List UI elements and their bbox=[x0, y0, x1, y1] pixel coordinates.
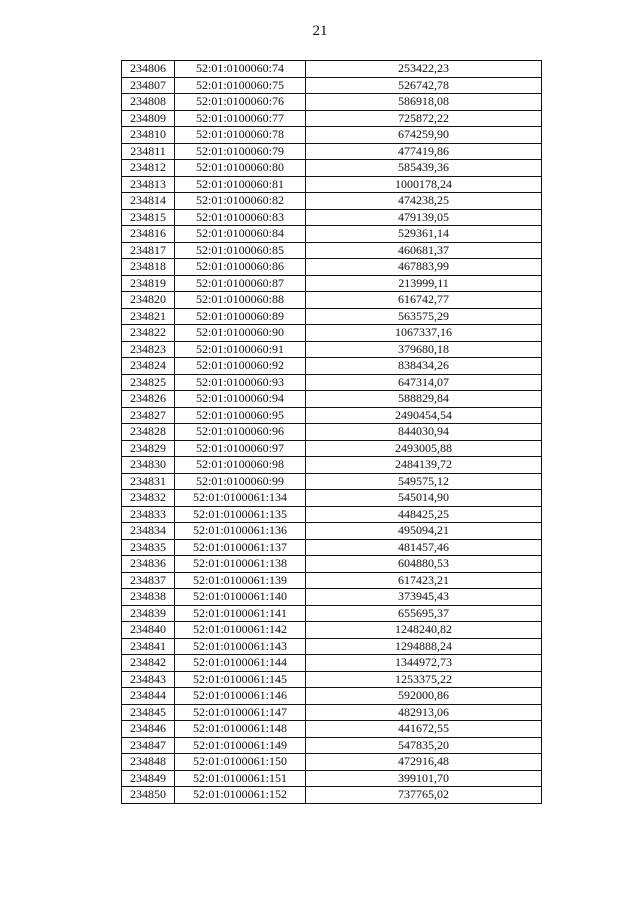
row-number-cell: 234827 bbox=[122, 407, 175, 424]
row-number-cell: 234813 bbox=[122, 176, 175, 193]
row-number-cell: 234836 bbox=[122, 556, 175, 573]
cadastral-number-cell: 52:01:0100060:92 bbox=[175, 358, 306, 375]
row-number-cell: 234834 bbox=[122, 523, 175, 540]
cadastral-number-cell: 52:01:0100060:85 bbox=[175, 242, 306, 259]
table-row bbox=[122, 275, 542, 292]
cadastral-number-cell: 52:01:0100060:80 bbox=[175, 160, 306, 177]
table-row bbox=[122, 457, 542, 474]
cadastral-number-cell: 52:01:0100060:78 bbox=[175, 127, 306, 144]
row-number-cell: 234849 bbox=[122, 770, 175, 787]
cadastral-value-cell: 592000,86 bbox=[306, 688, 542, 705]
cadastral-value-cell: 1000178,24 bbox=[306, 176, 542, 193]
cadastral-value-cell: 448425,25 bbox=[306, 506, 542, 523]
row-number-cell: 234833 bbox=[122, 506, 175, 523]
table-row bbox=[122, 308, 542, 325]
cadastral-value-cell: 655695,37 bbox=[306, 605, 542, 622]
cadastral-number-cell: 52:01:0100061:144 bbox=[175, 655, 306, 672]
table-row bbox=[122, 176, 542, 193]
row-number-cell: 234818 bbox=[122, 259, 175, 276]
cadastral-value-cell: 1248240,82 bbox=[306, 622, 542, 639]
table-row bbox=[122, 490, 542, 507]
cadastral-number-cell: 52:01:0100060:91 bbox=[175, 341, 306, 358]
row-number-cell: 234814 bbox=[122, 193, 175, 210]
cadastral-number-cell: 52:01:0100060:86 bbox=[175, 259, 306, 276]
table-row bbox=[122, 721, 542, 738]
table-row bbox=[122, 523, 542, 540]
table-row bbox=[122, 770, 542, 787]
cadastral-number-cell: 52:01:0100061:136 bbox=[175, 523, 306, 540]
cadastral-value-cell: 844030,94 bbox=[306, 424, 542, 441]
row-number-cell: 234841 bbox=[122, 638, 175, 655]
cadastral-number-cell: 52:01:0100060:96 bbox=[175, 424, 306, 441]
cadastral-number-cell: 52:01:0100060:75 bbox=[175, 77, 306, 94]
table-row bbox=[122, 407, 542, 424]
cadastral-value-cell: 549575,12 bbox=[306, 473, 542, 490]
cadastral-value-cell: 563575,29 bbox=[306, 308, 542, 325]
table-row bbox=[122, 572, 542, 589]
cadastral-number-cell: 52:01:0100060:89 bbox=[175, 308, 306, 325]
cadastral-value-cell: 526742,78 bbox=[306, 77, 542, 94]
cadastral-value-cell: 477419,86 bbox=[306, 143, 542, 160]
table-row bbox=[122, 473, 542, 490]
cadastral-value-cell: 1344972,73 bbox=[306, 655, 542, 672]
table-row bbox=[122, 655, 542, 672]
table-row bbox=[122, 374, 542, 391]
cadastral-number-cell: 52:01:0100061:151 bbox=[175, 770, 306, 787]
cadastral-number-cell: 52:01:0100060:95 bbox=[175, 407, 306, 424]
table-row bbox=[122, 605, 542, 622]
table-row bbox=[122, 737, 542, 754]
cadastral-value-cell: 2493005,88 bbox=[306, 440, 542, 457]
cadastral-number-cell: 52:01:0100061:143 bbox=[175, 638, 306, 655]
row-number-cell: 234844 bbox=[122, 688, 175, 705]
cadastral-value-cell: 586918,08 bbox=[306, 94, 542, 111]
cadastral-value-cell: 482913,06 bbox=[306, 704, 542, 721]
table-row bbox=[122, 506, 542, 523]
row-number-cell: 234824 bbox=[122, 358, 175, 375]
cadastral-number-cell: 52:01:0100061:140 bbox=[175, 589, 306, 606]
table-row bbox=[122, 556, 542, 573]
cadastral-value-cell: 399101,70 bbox=[306, 770, 542, 787]
table-row bbox=[122, 209, 542, 226]
table-body bbox=[122, 61, 542, 804]
cadastral-number-cell: 52:01:0100061:147 bbox=[175, 704, 306, 721]
table-row bbox=[122, 589, 542, 606]
cadastral-number-cell: 52:01:0100060:76 bbox=[175, 94, 306, 111]
row-number-cell: 234812 bbox=[122, 160, 175, 177]
row-number-cell: 234845 bbox=[122, 704, 175, 721]
row-number-cell: 234825 bbox=[122, 374, 175, 391]
cadastral-number-cell: 52:01:0100060:81 bbox=[175, 176, 306, 193]
cadastral-number-cell: 52:01:0100060:87 bbox=[175, 275, 306, 292]
cadastral-value-cell: 2490454,54 bbox=[306, 407, 542, 424]
cadastral-number-cell: 52:01:0100061:135 bbox=[175, 506, 306, 523]
cadastral-number-cell: 52:01:0100061:139 bbox=[175, 572, 306, 589]
row-number-cell: 234839 bbox=[122, 605, 175, 622]
cadastral-number-cell: 52:01:0100060:84 bbox=[175, 226, 306, 243]
cadastral-number-cell: 52:01:0100061:134 bbox=[175, 490, 306, 507]
cadastral-value-cell: 467883,99 bbox=[306, 259, 542, 276]
table-row bbox=[122, 671, 542, 688]
cadastral-value-cell: 479139,05 bbox=[306, 209, 542, 226]
row-number-cell: 234823 bbox=[122, 341, 175, 358]
cadastral-value-cell: 213999,11 bbox=[306, 275, 542, 292]
row-number-cell: 234826 bbox=[122, 391, 175, 408]
cadastral-number-cell: 52:01:0100060:74 bbox=[175, 61, 306, 78]
row-number-cell: 234811 bbox=[122, 143, 175, 160]
cadastral-value-cell: 253422,23 bbox=[306, 61, 542, 78]
cadastral-value-cell: 481457,46 bbox=[306, 539, 542, 556]
cadastral-number-cell: 52:01:0100061:148 bbox=[175, 721, 306, 738]
cadastral-value-cell: 647314,07 bbox=[306, 374, 542, 391]
cadastral-value-cell: 472916,48 bbox=[306, 754, 542, 771]
cadastral-value-cell: 529361,14 bbox=[306, 226, 542, 243]
cadastral-value-cell: 547835,20 bbox=[306, 737, 542, 754]
table-row bbox=[122, 688, 542, 705]
cadastral-number-cell: 52:01:0100061:145 bbox=[175, 671, 306, 688]
cadastral-number-cell: 52:01:0100061:138 bbox=[175, 556, 306, 573]
cadastral-number-cell: 52:01:0100060:88 bbox=[175, 292, 306, 309]
table-row bbox=[122, 358, 542, 375]
table-row bbox=[122, 259, 542, 276]
row-number-cell: 234806 bbox=[122, 61, 175, 78]
row-number-cell: 234840 bbox=[122, 622, 175, 639]
cadastral-value-cell: 1067337,16 bbox=[306, 325, 542, 342]
table-row bbox=[122, 424, 542, 441]
row-number-cell: 234810 bbox=[122, 127, 175, 144]
table-row bbox=[122, 127, 542, 144]
cadastral-number-cell: 52:01:0100060:79 bbox=[175, 143, 306, 160]
row-number-cell: 234832 bbox=[122, 490, 175, 507]
table-row bbox=[122, 143, 542, 160]
table-row bbox=[122, 638, 542, 655]
row-number-cell: 234808 bbox=[122, 94, 175, 111]
row-number-cell: 234809 bbox=[122, 110, 175, 127]
table-row bbox=[122, 622, 542, 639]
cadastral-number-cell: 52:01:0100061:150 bbox=[175, 754, 306, 771]
row-number-cell: 234830 bbox=[122, 457, 175, 474]
row-number-cell: 234846 bbox=[122, 721, 175, 738]
cadastral-value-cell: 725872,22 bbox=[306, 110, 542, 127]
cadastral-value-cell: 674259,90 bbox=[306, 127, 542, 144]
cadastral-number-cell: 52:01:0100061:141 bbox=[175, 605, 306, 622]
row-number-cell: 234807 bbox=[122, 77, 175, 94]
row-number-cell: 234837 bbox=[122, 572, 175, 589]
cadastral-number-cell: 52:01:0100060:94 bbox=[175, 391, 306, 408]
row-number-cell: 234850 bbox=[122, 787, 175, 804]
table-row bbox=[122, 704, 542, 721]
row-number-cell: 234835 bbox=[122, 539, 175, 556]
table-row bbox=[122, 787, 542, 804]
cadastral-value-cell: 616742,77 bbox=[306, 292, 542, 309]
table-row bbox=[122, 226, 542, 243]
cadastral-number-cell: 52:01:0100061:146 bbox=[175, 688, 306, 705]
cadastral-value-cell: 460681,37 bbox=[306, 242, 542, 259]
table-row bbox=[122, 193, 542, 210]
table-row bbox=[122, 391, 542, 408]
cadastral-value-cell: 495094,21 bbox=[306, 523, 542, 540]
cadastral-value-cell: 838434,26 bbox=[306, 358, 542, 375]
cadastral-value-cell: 585439,36 bbox=[306, 160, 542, 177]
row-number-cell: 234829 bbox=[122, 440, 175, 457]
cadastral-value-cell: 474238,25 bbox=[306, 193, 542, 210]
row-number-cell: 234822 bbox=[122, 325, 175, 342]
row-number-cell: 234847 bbox=[122, 737, 175, 754]
table-row bbox=[122, 160, 542, 177]
cadastral-number-cell: 52:01:0100060:90 bbox=[175, 325, 306, 342]
table-row bbox=[122, 539, 542, 556]
cadastral-number-cell: 52:01:0100060:83 bbox=[175, 209, 306, 226]
table-row bbox=[122, 61, 542, 78]
cadastral-number-cell: 52:01:0100060:98 bbox=[175, 457, 306, 474]
row-number-cell: 234848 bbox=[122, 754, 175, 771]
cadastral-number-cell: 52:01:0100060:77 bbox=[175, 110, 306, 127]
table-row bbox=[122, 292, 542, 309]
cadastral-number-cell: 52:01:0100060:93 bbox=[175, 374, 306, 391]
cadastral-value-cell: 588829,84 bbox=[306, 391, 542, 408]
table-row bbox=[122, 341, 542, 358]
row-number-cell: 234816 bbox=[122, 226, 175, 243]
cadastral-value-cell: 1294888,24 bbox=[306, 638, 542, 655]
table-row bbox=[122, 242, 542, 259]
cadastral-value-cell: 1253375,22 bbox=[306, 671, 542, 688]
cadastral-value-cell: 379680,18 bbox=[306, 341, 542, 358]
table-row bbox=[122, 94, 542, 111]
row-number-cell: 234820 bbox=[122, 292, 175, 309]
cadastral-value-cell: 2484139,72 bbox=[306, 457, 542, 474]
cadastral-number-cell: 52:01:0100061:137 bbox=[175, 539, 306, 556]
cadastral-value-cell: 441672,55 bbox=[306, 721, 542, 738]
row-number-cell: 234815 bbox=[122, 209, 175, 226]
cadastral-value-cell: 617423,21 bbox=[306, 572, 542, 589]
cadastral-value-cell: 373945,43 bbox=[306, 589, 542, 606]
table-row bbox=[122, 77, 542, 94]
row-number-cell: 234831 bbox=[122, 473, 175, 490]
row-number-cell: 234828 bbox=[122, 424, 175, 441]
page-number: 21 bbox=[312, 23, 328, 39]
row-number-cell: 234838 bbox=[122, 589, 175, 606]
row-number-cell: 234842 bbox=[122, 655, 175, 672]
cadastral-value-table bbox=[121, 60, 542, 804]
table-row bbox=[122, 754, 542, 771]
cadastral-value-cell: 737765,02 bbox=[306, 787, 542, 804]
row-number-cell: 234819 bbox=[122, 275, 175, 292]
cadastral-number-cell: 52:01:0100060:97 bbox=[175, 440, 306, 457]
cadastral-number-cell: 52:01:0100061:152 bbox=[175, 787, 306, 804]
cadastral-value-cell: 545014,90 bbox=[306, 490, 542, 507]
row-number-cell: 234817 bbox=[122, 242, 175, 259]
cadastral-number-cell: 52:01:0100061:149 bbox=[175, 737, 306, 754]
table-row bbox=[122, 325, 542, 342]
table-row bbox=[122, 110, 542, 127]
row-number-cell: 234843 bbox=[122, 671, 175, 688]
table-row bbox=[122, 440, 542, 457]
cadastral-number-cell: 52:01:0100061:142 bbox=[175, 622, 306, 639]
cadastral-number-cell: 52:01:0100060:99 bbox=[175, 473, 306, 490]
cadastral-value-cell: 604880,53 bbox=[306, 556, 542, 573]
row-number-cell: 234821 bbox=[122, 308, 175, 325]
cadastral-number-cell: 52:01:0100060:82 bbox=[175, 193, 306, 210]
